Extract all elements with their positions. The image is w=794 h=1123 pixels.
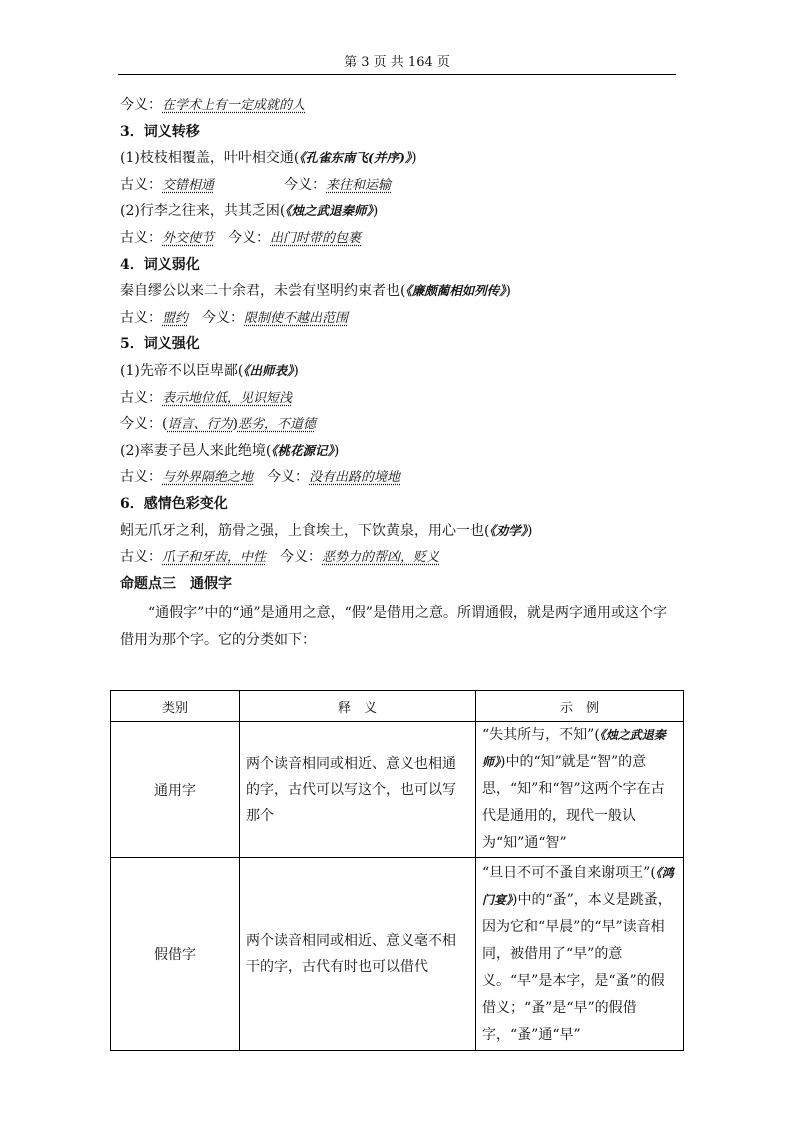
source-title: 《廉颇蔺相如列传》 (405, 283, 506, 299)
source-title: 《鸿门宴》 (482, 865, 674, 907)
example-line (120, 358, 680, 385)
document-body (120, 92, 680, 653)
paren: ) (293, 362, 299, 379)
paren: ) (526, 522, 533, 539)
category-cell: 假借字 (111, 858, 240, 1051)
header-divider (118, 74, 676, 75)
meaning: 表示地位低，见识短浅 (162, 390, 293, 406)
meaning: 恶势力的帮凶，贬义 (322, 550, 440, 566)
meaning: 爪子和牙齿，中性 (162, 550, 267, 566)
example-text: “旦日不可不蚤自来谢项王”( (482, 864, 656, 881)
example-text: 秦自缪公以来二十余君，未尝有坚明约束者也( (120, 283, 406, 300)
section-heading-6: 6．感情色彩变化 (120, 495, 228, 512)
paren: ( (162, 416, 168, 433)
modern-meaning-line (120, 411, 680, 438)
definition-cell: 两个读音相同或相近、意义也相通的字，古代可以写这个，也可以写那个 (240, 722, 476, 858)
example-text: (1)先帝不以臣卑鄙( (120, 362, 244, 379)
page-number-label: 第 3 页 共 164 页 (344, 55, 450, 70)
meaning: 没有出路的境地 (309, 470, 401, 486)
section-heading-4: 4．词义弱化 (120, 256, 200, 273)
category-cell: 通用字 (111, 722, 240, 858)
label: 今义： (228, 229, 271, 246)
meaning: 语言、行为 (167, 417, 233, 433)
example-text: (2)率妻子邑人来此绝境( (120, 442, 272, 459)
table-header: 释 义 (240, 691, 476, 722)
section-heading-3: 3．词义转移 (120, 123, 200, 140)
example-line (120, 198, 680, 225)
meaning: 交错相通 (162, 177, 215, 193)
label: 古义： (120, 549, 162, 566)
example-text: (1)枝枝相覆盖，叶叶相交通( (120, 150, 300, 167)
label: 今义： (120, 97, 162, 113)
example-line (120, 145, 680, 172)
source-title: 《劝学》 (489, 522, 527, 538)
label: 今义： (267, 469, 310, 486)
paren: ) (505, 283, 511, 300)
classification-table (110, 690, 684, 1051)
meaning: 恶劣，不道德 (237, 417, 316, 433)
label: 古义： (120, 309, 162, 326)
table-header: 示 例 (476, 691, 684, 722)
meaning-line (120, 172, 680, 199)
example-line (120, 518, 680, 545)
example-cell (476, 722, 684, 858)
label: 古义： (120, 229, 162, 246)
source-title: 《孔雀东南飞(并序)》 (299, 150, 412, 166)
intro-paragraph: “通假字”中的“通”是通用之意，“假”是借用之意。所谓通假，就是两字通用或这个字借用为那个字。它的分类如下： (120, 605, 667, 648)
label: 今义： (284, 176, 327, 193)
paren: ) (411, 150, 417, 167)
meaning-line (120, 464, 680, 491)
modern-meaning-line (120, 92, 680, 119)
section-heading-5: 5．词义强化 (120, 336, 200, 353)
table-row (111, 722, 684, 858)
paren: ) (232, 416, 238, 433)
example-text: )中的“蚤”，本义是跳蚤，因为它和“早晨”的“早”读音相同，被借用了“早”的意义。“早”是本字，是“蚤”的假借义；“蚤”是“早”的假借字，“蚤”通“早” (482, 891, 672, 1043)
page-header (118, 54, 676, 72)
label: 古义： (120, 176, 162, 193)
example-text: )中的“知”就是“智”的意思，“知”和“智”这两个字在古代是通用的，现代一般认为“知”通“智” (482, 754, 665, 851)
source-title: 《烛之武退秦师》 (285, 203, 373, 219)
meaning-line (120, 305, 680, 332)
paren: ) (333, 442, 340, 459)
paren: ) (372, 203, 379, 220)
definition-cell: 两个读音相同或相近、意义毫不相干的字，古代有时也可以借代 (240, 858, 476, 1051)
label: 古义： (120, 389, 162, 406)
meaning: 出门时带的包裹 (270, 230, 362, 246)
example-text: 蚓无爪牙之利，筋骨之强，上食埃土，下饮黄泉，用心一也( (120, 522, 490, 539)
label: 今义： (120, 416, 162, 433)
label: 古义： (120, 469, 162, 486)
example-line (120, 438, 680, 465)
meaning: 外交使节 (162, 230, 215, 246)
meaning: 来往和运输 (326, 177, 392, 193)
table-header-row (111, 691, 684, 722)
example-line (120, 278, 680, 305)
meaning-line (120, 225, 680, 252)
meaning: 盟约 (162, 310, 189, 326)
source-title: 《桃花源记》 (271, 442, 334, 458)
label: 今义： (202, 309, 245, 326)
table-row (111, 858, 684, 1051)
ancient-meaning-line (120, 385, 680, 412)
meaning: 在学术上有一定成就的人 (162, 98, 306, 113)
meaning-line (120, 544, 680, 571)
topic-heading: 命题点三 通假字 (120, 575, 232, 592)
source-title: 《出师表》 (243, 362, 294, 378)
label: 今义： (280, 549, 323, 566)
example-cell (476, 858, 684, 1051)
example-text: (2)行李之往来，共其乏困( (120, 203, 286, 220)
meaning: 限制使不越出范围 (244, 310, 349, 326)
table-header: 类别 (111, 691, 240, 722)
example-text: “失其所与，不知”( (482, 727, 600, 743)
source-title: 《烛之武退秦师》 (482, 728, 666, 769)
meaning: 与外界隔绝之地 (162, 470, 254, 486)
